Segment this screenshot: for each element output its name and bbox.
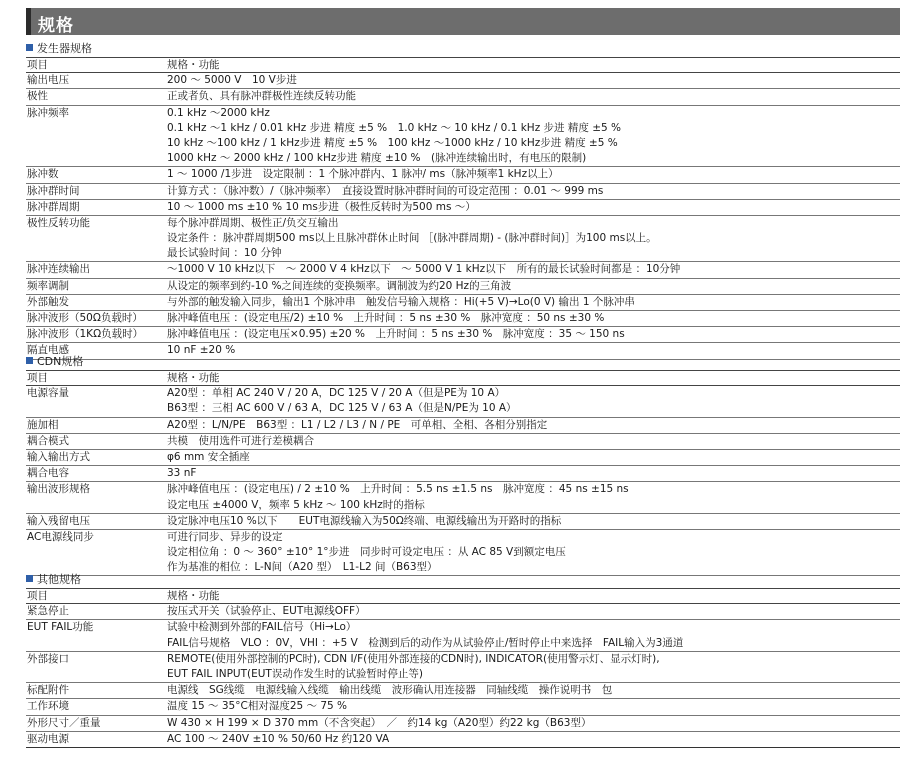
spec-line: A20型 ：L/N/PE B63型 ：L1 / L2 / L3 / N / PE 可单相、全相、各相分别指定 [167, 418, 548, 431]
section-title-text: 其他规格 [37, 573, 81, 586]
item-label: 外部接口 [27, 652, 69, 665]
spec-cell [166, 183, 900, 199]
spec-line: 10 nF ±20 % [167, 344, 236, 357]
section-title [26, 42, 900, 56]
item-label: 耦合模式 [27, 434, 69, 447]
spec-line: 设定条件 ：脉冲群周期500 ms以上且脉冲群休止时间 ［(脉冲群周期) - (脉冲群时间)］为100 ms以上。 [167, 232, 657, 245]
page-header [26, 8, 900, 35]
table-row [26, 89, 900, 105]
spec-cell [166, 482, 900, 513]
item-label: 脉冲波形（50Ω负载时） [27, 312, 143, 325]
item-label: 施加相 [27, 418, 59, 431]
item-cell [26, 105, 166, 167]
item-label: 隔直电感 [27, 344, 69, 357]
table-row [26, 449, 900, 465]
page-title: 规格 [38, 16, 74, 36]
generator-spec-section [26, 42, 900, 360]
item-label: 极性反转功能 [27, 216, 90, 229]
spec-line: AC 100 ～ 240V ±10 % 50/60 Hz 约120 VA [167, 732, 390, 745]
spec-line: 每个脉冲群周期、极性正/负交互输出 [167, 216, 339, 229]
header-spec: 规格・功能 [166, 371, 900, 386]
item-cell [26, 604, 166, 620]
table-row [26, 715, 900, 731]
item-cell [26, 620, 166, 651]
item-label: 标配附件 [27, 684, 69, 697]
other-spec-section [26, 573, 900, 748]
table-row [26, 199, 900, 215]
spec-line: 10 kHz ～100 kHz / 1 kHz步进 精度 ±5 % 100 kHz ～1000 kHz / 10 kHz步进 精度 ±5 % [167, 136, 618, 149]
table-row [26, 699, 900, 715]
spec-table [26, 588, 900, 748]
item-cell [26, 529, 166, 576]
spec-line: B63型 ：三相 AC 600 V / 63 A，DC 125 V / 63 A（但是N/PE为 10 A） [167, 402, 517, 415]
spec-line: 设定相位角 ：0 ～ 360° ±10° 1°步进 同步时可设定电压 ：从 AC 85 V到额定电压 [167, 546, 566, 559]
item-cell [26, 433, 166, 449]
spec-line: 作为基准的相位 ：L-N间（A20 型） L1-L2 间（B63型） [167, 561, 438, 574]
spec-line: 电源线 SG线缆 电源线输入线缆 输出线缆 波形确认用连接器 同轴线缆 操作说明书 包 [167, 684, 613, 697]
table-row [26, 278, 900, 294]
item-label: 驱动电源 [27, 732, 69, 745]
spec-cell [166, 105, 900, 167]
spec-line: 10 ～ 1000 ms ±10 % 10 ms步进（极性反转时为500 ms ～） [167, 200, 476, 213]
table-row [26, 482, 900, 513]
item-cell [26, 699, 166, 715]
spec-line: 从设定的频率到约-10 %之间连续的变换频率。调制波为约20 Hz的三角波 [167, 279, 512, 292]
item-label: 脉冲波形（1KΩ负载时） [27, 328, 144, 341]
spec-line: W 430 × H 199 × D 370 mm（不含突起） ／ 约14 kg（A20型）约22 kg（B63型） [167, 716, 592, 729]
spec-line: 正或者负、具有脉冲群极性连续反转功能 [167, 90, 356, 103]
table-row [26, 105, 900, 167]
spec-cell [166, 683, 900, 699]
spec-line: 试验中检测到外部的FAIL信号（Hi→Lo） [167, 621, 357, 634]
section-square-icon [26, 44, 33, 51]
item-label: 频率调制 [27, 279, 69, 292]
item-cell [26, 417, 166, 433]
item-label: EUT FAIL功能 [27, 621, 94, 634]
table-row [26, 683, 900, 699]
spec-cell [166, 529, 900, 576]
spec-table [26, 57, 900, 360]
item-label: 脉冲连续输出 [27, 263, 90, 276]
header-item: 项目 [26, 589, 166, 604]
item-cell [26, 199, 166, 215]
spec-line: 温度 15 ～ 35°C相对湿度25 ～ 75 % [167, 700, 348, 713]
item-cell [26, 466, 166, 482]
spec-cell [166, 89, 900, 105]
item-cell [26, 294, 166, 310]
spec-cell [166, 513, 900, 529]
section-square-icon [26, 575, 33, 582]
table-row [26, 417, 900, 433]
spec-cell [166, 167, 900, 183]
item-label: 输出电压 [27, 74, 69, 87]
spec-cell [166, 449, 900, 465]
table-header-row [26, 371, 900, 386]
spec-cell [166, 620, 900, 651]
table-row [26, 294, 900, 310]
spec-cell [166, 433, 900, 449]
item-label: 耦合电容 [27, 467, 69, 480]
spec-cell [166, 215, 900, 262]
table-row [26, 262, 900, 278]
spec-cell [166, 715, 900, 731]
item-label: 极性 [27, 90, 48, 103]
spec-table [26, 370, 900, 576]
table-row [26, 183, 900, 199]
spec-line: ～1000 V 10 kHz以下 ～ 2000 V 4 kHz以下 ～ 5000 V 1 kHz以下 所有的最长试验时间都是 ：10分钟 [167, 263, 681, 276]
spec-line: 1000 kHz ～ 2000 kHz / 100 kHz步进 精度 ±10 % (脉冲连续输出时，有电压的限制) [167, 152, 587, 165]
item-cell [26, 89, 166, 105]
section-title [26, 573, 900, 587]
item-cell [26, 278, 166, 294]
item-cell [26, 731, 166, 747]
item-cell [26, 482, 166, 513]
table-row [26, 620, 900, 651]
item-cell [26, 262, 166, 278]
section-title-text: CDN规格 [37, 355, 84, 368]
item-label: 脉冲群周期 [27, 200, 80, 213]
spec-line: 可进行同步、异步的设定 [167, 530, 283, 543]
section-square-icon [26, 357, 33, 364]
header-spec: 规格・功能 [166, 58, 900, 73]
table-row [26, 215, 900, 262]
spec-cell [166, 311, 900, 327]
table-row [26, 513, 900, 529]
spec-cell [166, 466, 900, 482]
spec-line: 脉冲峰值电压 ：(设定电压×0.95) ±20 % 上升时间 ：5 ns ±30 % 脉冲宽度 ：35 ～ 150 ns [167, 328, 625, 341]
spec-line: 33 nF [167, 467, 197, 480]
spec-cell [166, 262, 900, 278]
header-spec: 规格・功能 [166, 589, 900, 604]
spec-cell [166, 417, 900, 433]
spec-line: 与外部的触发输入同步，输出1 个脉冲串 触发信号输入规格 ：Hi(+5 V)→Lo(0 V) 输出 1 个脉冲串 [167, 295, 635, 308]
spec-cell [166, 278, 900, 294]
spec-cell [166, 73, 900, 89]
spec-line: 脉冲峰值电压 ：(设定电压/2) ±10 % 上升时间 ：5 ns ±30 % 脉冲宽度 ：50 ns ±30 % [167, 312, 605, 325]
item-label: 脉冲数 [27, 168, 59, 181]
table-row [26, 386, 900, 417]
item-cell [26, 327, 166, 343]
section-title [26, 355, 900, 369]
item-cell [26, 683, 166, 699]
table-row [26, 311, 900, 327]
spec-line: FAIL信号规格 VLO ：0V，VHI ：+5 V 检测到后的动作为从试验停止/暂时停止中来选择 FAIL输入为3通道 [167, 636, 684, 649]
section-title-text: 发生器规格 [37, 42, 92, 55]
spec-line: 设定电压 ±4000 V，频率 5 kHz ～ 100 kHz时的指标 [167, 498, 425, 511]
table-row [26, 731, 900, 747]
spec-line: 共模 使用选件可进行差模耦合 [167, 434, 314, 447]
table-row [26, 604, 900, 620]
item-cell [26, 311, 166, 327]
table-header-row [26, 589, 900, 604]
spec-line: φ6 mm 安全插座 [167, 450, 250, 463]
table-row [26, 433, 900, 449]
table-row [26, 73, 900, 89]
spec-cell [166, 699, 900, 715]
item-label: 电源容量 [27, 387, 69, 400]
spec-cell [166, 651, 900, 682]
header-item: 项目 [26, 58, 166, 73]
spec-line: 0.1 kHz ～1 kHz / 0.01 kHz 步进 精度 ±5 % 1.0 kHz ～ 10 kHz / 0.1 kHz 步进 精度 ±5 % [167, 121, 622, 134]
item-cell [26, 167, 166, 183]
spec-cell [166, 327, 900, 343]
item-cell [26, 715, 166, 731]
spec-line: EUT FAIL INPUT(EUT误动作发生时的试验暂时停止等) [167, 667, 423, 680]
table-row [26, 167, 900, 183]
spec-line: 设定脉冲电压10 %以下 EUT电源线输入为50Ω终端、电源线输出为开路时的指标 [167, 514, 562, 527]
spec-cell [166, 294, 900, 310]
item-label: AC电源线同步 [27, 530, 94, 543]
table-row [26, 466, 900, 482]
item-label: 外部触发 [27, 295, 69, 308]
spec-line: 脉冲峰值电压 ：(设定电压) / 2 ±10 % 上升时间 ：5.5 ns ±1.5 ns 脉冲宽度 ：45 ns ±15 ns [167, 483, 629, 496]
item-cell [26, 73, 166, 89]
spec-cell [166, 731, 900, 747]
spec-line: A20型 ：单相 AC 240 V / 20 A，DC 125 V / 20 A（但是PE为 10 A） [167, 387, 506, 400]
spec-line: 0.1 kHz ～2000 kHz [167, 106, 270, 119]
cdn-spec-section [26, 355, 900, 576]
spec-line: 200 ～ 5000 V 10 V步进 [167, 74, 297, 87]
table-row [26, 327, 900, 343]
spec-line: 1 ～ 1000 /1步进 设定限制 ：1 个脉冲群内、1 脉冲/ ms（脉冲频率1 kHz以上） [167, 168, 559, 181]
item-cell [26, 183, 166, 199]
item-label: 紧急停止 [27, 605, 69, 618]
item-cell [26, 386, 166, 417]
spec-line: 计算方式 ：（脉冲数）/（脉冲频率） 直接设置时脉冲群时间的可设定范围 ：0.01 ～ 999 ms [167, 184, 604, 197]
header-item: 项目 [26, 371, 166, 386]
item-cell [26, 215, 166, 262]
spec-line: 最长试验时间 ：10 分钟 [167, 247, 282, 260]
spec-cell [166, 386, 900, 417]
item-label: 脉冲频率 [27, 106, 69, 119]
table-row [26, 651, 900, 682]
spec-cell [166, 199, 900, 215]
item-cell [26, 651, 166, 682]
spec-line: 按压式开关（试验停止、EUT电源线OFF） [167, 605, 366, 618]
item-label: 工作环境 [27, 700, 69, 713]
table-row [26, 529, 900, 576]
item-label: 外形尺寸／重量 [27, 716, 101, 729]
item-label: 输入残留电压 [27, 514, 90, 527]
table-header-row [26, 58, 900, 73]
item-label: 输入输出方式 [27, 450, 90, 463]
item-label: 脉冲群时间 [27, 184, 80, 197]
spec-cell [166, 604, 900, 620]
item-cell [26, 449, 166, 465]
spec-line: REMOTE(使用外部控制的PC时), CDN I/F(使用外部连接的CDN时), INDICATOR(使用警示灯、显示灯时), [167, 652, 660, 665]
item-label: 输出波形规格 [27, 483, 90, 496]
item-cell [26, 513, 166, 529]
header-accent-bar [26, 8, 31, 35]
